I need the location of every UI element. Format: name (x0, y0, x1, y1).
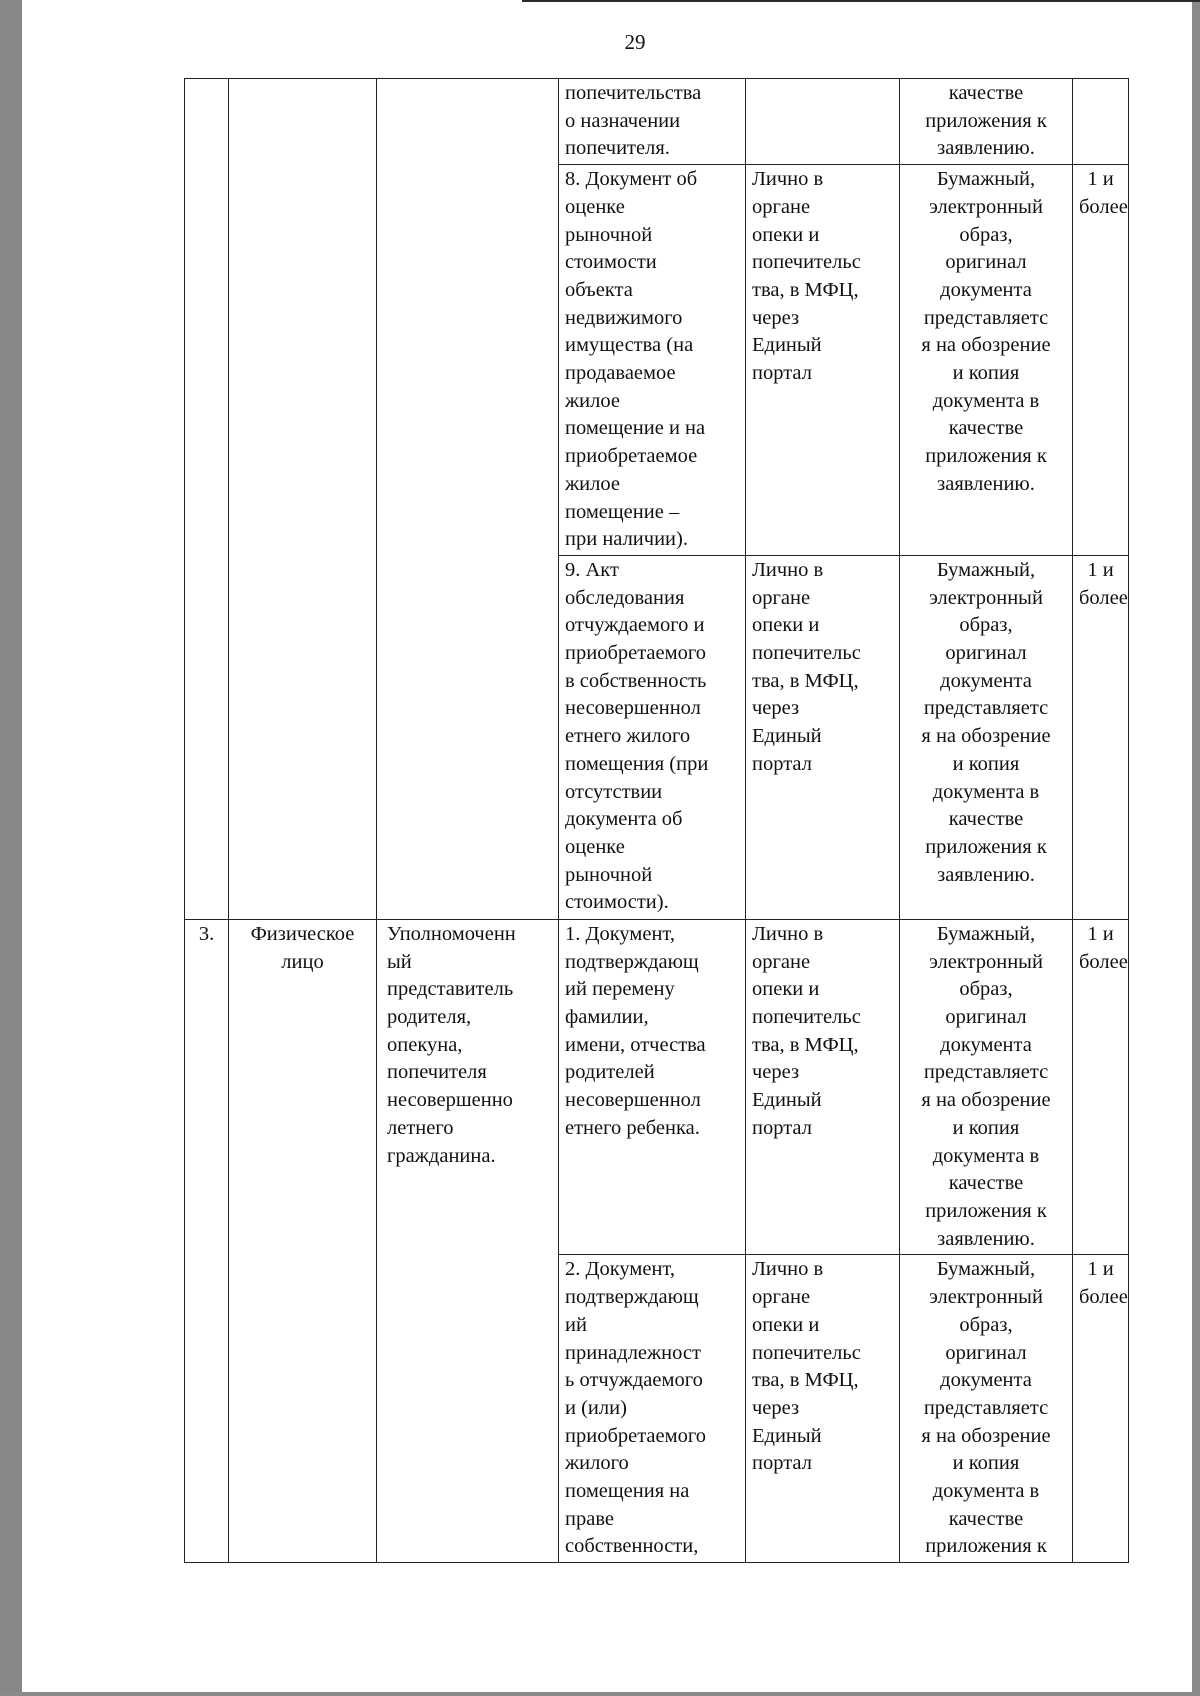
document-cell: 8. Документ об оценке рыночной стоимости объекта недвижимого имущества (на продаваемое жилое помещение и на приобретаемое жилое помещение – при наличии). (559, 165, 746, 556)
document-cell: 1. Документ, подтверждающ ий перемену фамилии, имени, отчества родителей несовершеннол етнего ребенка. (559, 919, 746, 1254)
row-number-cell (185, 79, 229, 920)
scan-right-border (1192, 0, 1200, 1696)
scan-left-border (0, 0, 22, 1696)
document-form-cell: Бумажный, электронный образ, оригинал документа представляетс я на обозрение и копия документа в качестве приложения к заявлению. (900, 555, 1073, 919)
submission-method-cell: Лично в органе опеки и попечительс тва, в МФЦ, через Единый портал (746, 1255, 900, 1563)
submission-method-cell: Лично в органе опеки и попечительс тва, в МФЦ, через Единый портал (746, 919, 900, 1254)
submission-method-cell (746, 79, 900, 165)
document-form-cell: качестве приложения к заявлению. (900, 79, 1073, 165)
document-count-cell: 1 и более (1073, 1255, 1129, 1563)
document-count-cell (1073, 79, 1129, 165)
representative-cell (377, 79, 559, 920)
page-number: 29 (624, 30, 646, 54)
scan-bottom-border (0, 1692, 1200, 1696)
table-row (185, 79, 1129, 165)
scan-top-edge (522, 0, 1200, 2)
document-count-cell: 1 и более (1073, 555, 1129, 919)
documents-table (184, 78, 1129, 1563)
document-form-cell: Бумажный, электронный образ, оригинал документа представляетс я на обозрение и копия документа в качестве приложения к заявлению. (900, 165, 1073, 556)
applicant-category-cell (229, 79, 377, 920)
document-count-cell: 1 и более (1073, 165, 1129, 556)
row-number-cell: 3. (185, 919, 229, 1562)
submission-method-cell: Лично в органе опеки и попечительс тва, в МФЦ, через Единый портал (746, 165, 900, 556)
document-cell: попечительства о назначении попечителя. (559, 79, 746, 165)
applicant-category-cell: Физическое лицо (229, 919, 377, 1562)
table-row (185, 919, 1129, 1254)
submission-method-cell: Лично в органе опеки и попечительс тва, в МФЦ, через Единый портал (746, 555, 900, 919)
document-form-cell: Бумажный, электронный образ, оригинал документа представляетс я на обозрение и копия документа в качестве приложения к (900, 1255, 1073, 1563)
document-count-cell: 1 и более (1073, 919, 1129, 1254)
document-cell: 9. Акт обследования отчуждаемого и приобретаемого в собственность несовершеннол етнего жилого помещения (при отсутствии документа об оценке рыночной стоимости). (559, 555, 746, 919)
document-form-cell: Бумажный, электронный образ, оригинал документа представляетс я на обозрение и копия документа в качестве приложения к заявлению. (900, 919, 1073, 1254)
document-cell: 2. Документ, подтверждающ ий принадлежност ь отчуждаемого и (или) приобретаемого жилого помещения на праве собственности, (559, 1255, 746, 1563)
representative-cell: Уполномоченн ый представитель родителя, опекуна, попечителя несовершенно летнего гражданина. (377, 919, 559, 1562)
